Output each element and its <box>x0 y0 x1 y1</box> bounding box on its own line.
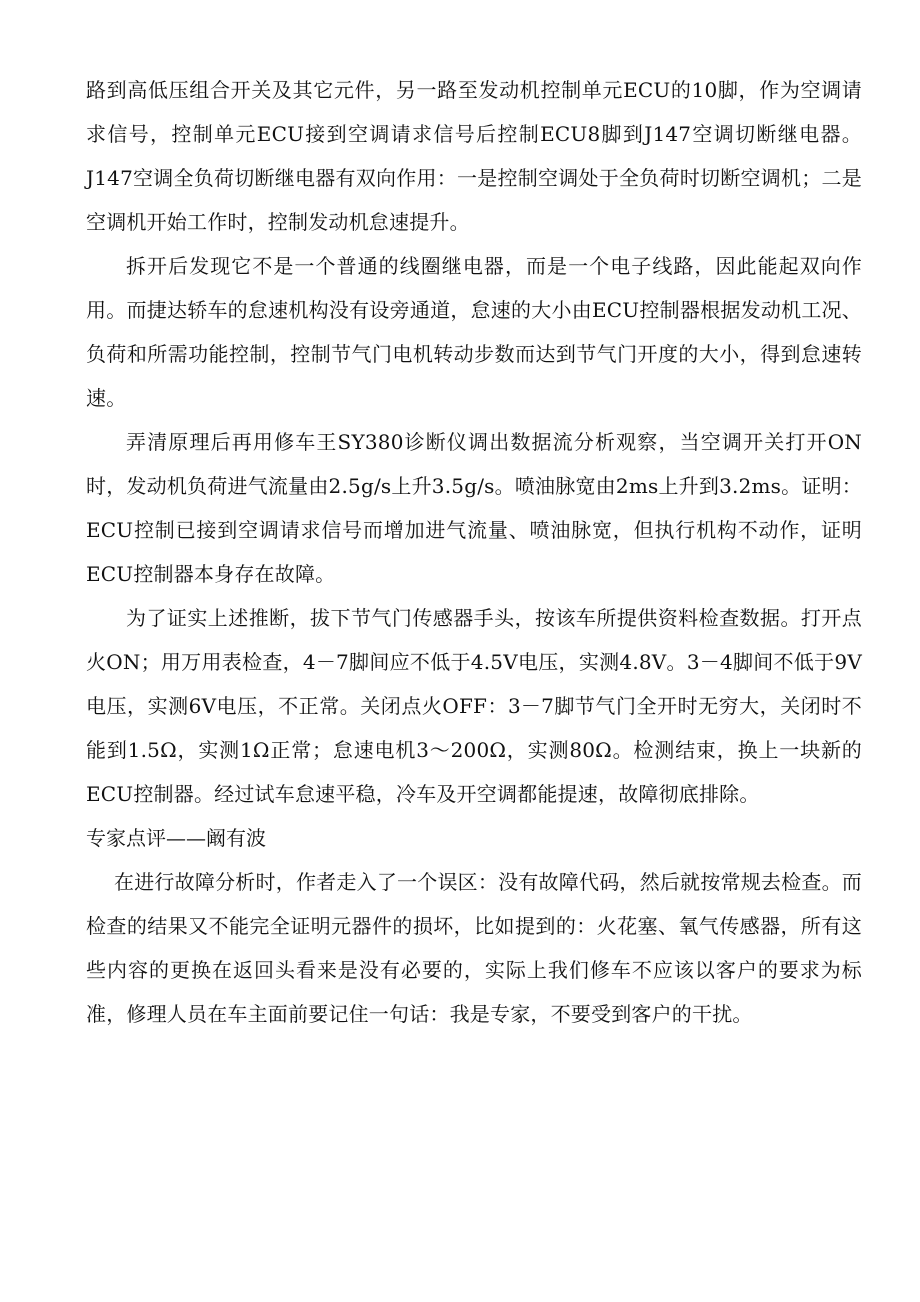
paragraph-data-stream-analysis: 弄清原理后再用修车王SY380诊断仪调出数据流分析观察，当空调开关打开ON时，发动机负荷进气流量由2.5g/s上升3.5g/s。喷油脉宽由2ms上升到3.2ms。证明：ECU控制已接到空调请求信号而增加进气流量、喷油脉宽，但执行机构不动作，证明ECU控制器本身存在故障。 <box>86 430 862 586</box>
paragraph-expert-review: 在进行故障分析时，作者走入了一个误区：没有故障代码，然后就按常规去检查。而检查的结果又不能完全证明元器件的损坏，比如提到的：火花塞、氧气传感器，所有这些内容的更换在返回头看来是没有必要的，实际上我们修车不应该以客户的要求为标准，修理人员在车主面前要记住一句话：我是专家，不要受到客户的干扰。 <box>86 870 862 1026</box>
section-heading-expert-review: 专家点评——阚有波 <box>86 826 266 850</box>
paragraph-ac-request-signal: 路到高低压组合开关及其它元件，另一路至发动机控制单元ECU的10脚，作为空调请求信号，控制单元ECU接到空调请求信号后控制ECU8脚到J147空调切断继电器。J147空调全负荷切断继电器有双向作用：一是控制空调处于全负荷时切断空调机；二是空调机开始工作时，控制发动机怠速提升。 <box>86 78 862 234</box>
paragraph-sensor-check: 为了证实上述推断，拔下节气门传感器手头，按该车所提供资料检查数据。打开点火ON；用万用表检查，4－7脚间应不低于4.5V电压，实测4.8V。3－4脚间不低于9V电压，实测6V电压，不正常。关闭点火OFF：3－7脚节气门全开时无穷大，关闭时不能到1.5Ω，实测1Ω正常；怠速电机3～200Ω，实测80Ω。检测结束，换上一块新的ECU控制器。经过试车怠速平稳，冷车及开空调都能提速，故障彻底排除。 <box>86 606 862 806</box>
paragraph-relay-disassembly: 拆开后发现它不是一个普通的线圈继电器，而是一个电子线路，因此能起双向作用。而捷达轿车的怠速机构没有设旁通道，怠速的大小由ECU控制器根据发动机工况、负荷和所需功能控制，控制节气门电机转动步数而达到节气门开度的大小，得到怠速转速。 <box>86 254 862 410</box>
document-body <box>86 68 862 1036</box>
